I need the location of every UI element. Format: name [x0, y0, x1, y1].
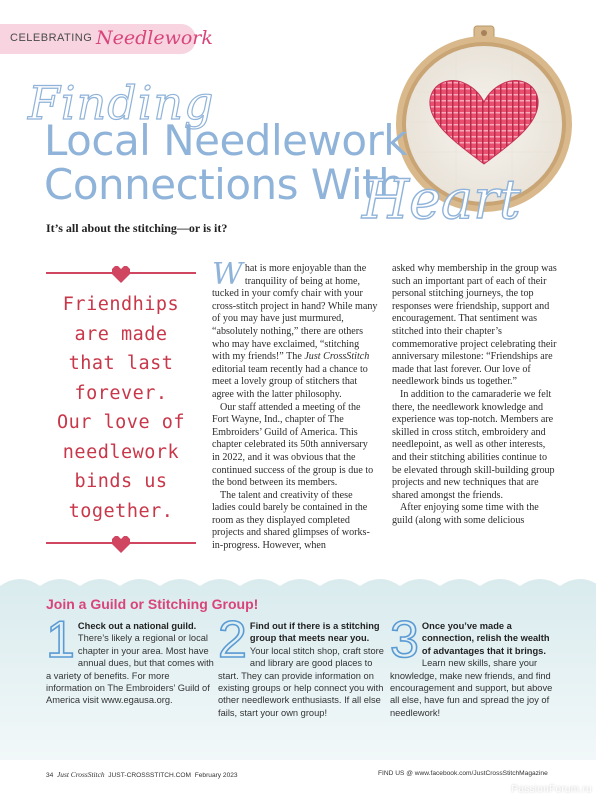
heart-icon [110, 264, 132, 284]
drop-cap: W [212, 257, 243, 292]
article-subtitle: It’s all about the stitching—or is it? [46, 221, 228, 235]
tip-lead: Check out a national guild. [77, 621, 197, 631]
tip-number: 3 [390, 611, 419, 669]
sampler-line: together. [68, 500, 174, 522]
watermark: PassionForum.ru [511, 784, 592, 795]
tip-number: 2 [218, 611, 247, 669]
sampler-line: forever. [74, 382, 168, 404]
article-column-1 [212, 257, 378, 553]
sampler-line: that last [68, 353, 174, 374]
tip-number: 1 [46, 611, 75, 669]
footer-issue: February 2023 [194, 772, 238, 779]
title-script-finding: Finding [28, 76, 215, 130]
article-paragraph: Our staff attended a meeting of the Fort Wayne, Ind., chapter of The Embroiders’ Guild of America. This chapter celebrated its 50th anniversary in 2022, and it was obvious that the continued success of the group is due to the bond between its members. [212, 401, 374, 489]
article-paragraph: In addition to the camaraderie we felt there, the needlework knowledge and experience was top-notch. Members are skilled in cross stitch, embroidery and needlepoint, as well as other interests, and their stitching abilities continue to be elevated through skill-building group projects and new techniques that are shared amongst the friends. [392, 388, 555, 501]
article-paragraph: asked why membership in the group was such an important part of each of their personal stitching journeys, the top responses were friendship, support and encouragement. That sentiment was stitched into their chapter’s commemorative project celebrating their anniversary milestone: “Friendships are made that last forever. Our love of needlework binds us together.” [392, 263, 557, 388]
sampler-line: binds us [74, 471, 168, 492]
section-label: CELEBRATING [10, 32, 93, 44]
sampler-line: Our love of [56, 412, 186, 433]
tip-lead: Once you’ve made a connection, relish the wealth of advantages that it brings. [421, 621, 550, 656]
cross-stitch-sampler [46, 264, 196, 556]
footer-find-us[interactable]: FIND US @ www.facebook.com/JustCrossStitchMagazine [378, 770, 548, 777]
paragraph-text: hat is more enjoyable than the tranquility of being at home, tucked in your comfy chair with your cross-stitch project in hand? While many of you may have just murmured, “absolutely nothing,” there are others who may have exclaimed, “stitching with my friends!” The [212, 263, 378, 363]
sampler-line: are made [74, 323, 168, 345]
footer-website[interactable]: JUST-CROSSSTITCH.COM [108, 772, 192, 779]
section-script-label: Needlework [96, 27, 213, 49]
tip-body: Your local stitch shop, craft store and library are good places to start. They can provide information on existing groups or help connect you with other needlework enthusiasts. If all else fails, start your own group! [218, 645, 384, 718]
article-column-2 [392, 263, 558, 527]
article-paragraph [212, 257, 378, 402]
title-line-3: Connections With [44, 160, 405, 209]
section-header [0, 24, 213, 54]
article-paragraph: The talent and creativity of these ladies could barely be contained in the room as they displayed completed projects and shared glimpses of works-in-progress. However, when [212, 489, 370, 552]
footer-publication: Just CrossStitch [57, 770, 105, 779]
tip-body: Learn new skills, share your knowledge, make new friends, and find encouragement and support, but above all else, have fun and spread the joy of needlework! [390, 658, 553, 718]
paragraph-text: editorial team recently had a chance to meet a lovely group of stitchers that agree with the latter philosophy. [212, 363, 368, 400]
page-number: 34 [46, 772, 54, 779]
tip-lead: Find out if there is a stitching group that meets near you. [249, 621, 380, 644]
title-line-2: Local Needlework [44, 116, 408, 165]
tip-body: There’s likely a regional or local chapter in your area. Most have annual dues, but that comes with a variety of benefits. For more information on The Embroiders’ Guild of America visit www.egausa.org. [46, 633, 214, 706]
sampler-quote [46, 290, 196, 526]
sampler-line: needlework [62, 441, 180, 463]
tip-item [218, 611, 388, 719]
tip-item [390, 611, 560, 719]
title-script-heart: Heart [362, 168, 521, 231]
sampler-line: Friendhips [62, 294, 180, 315]
article-paragraph: After enjoying some time with the guild (along with some delicious [392, 502, 539, 526]
panel-title: Join a Guild or Stitching Group! [46, 596, 259, 612]
tip-item [46, 611, 216, 707]
footer-left [46, 770, 238, 779]
publication-name: Just CrossStitch [304, 351, 370, 363]
heart-icon [110, 534, 132, 554]
